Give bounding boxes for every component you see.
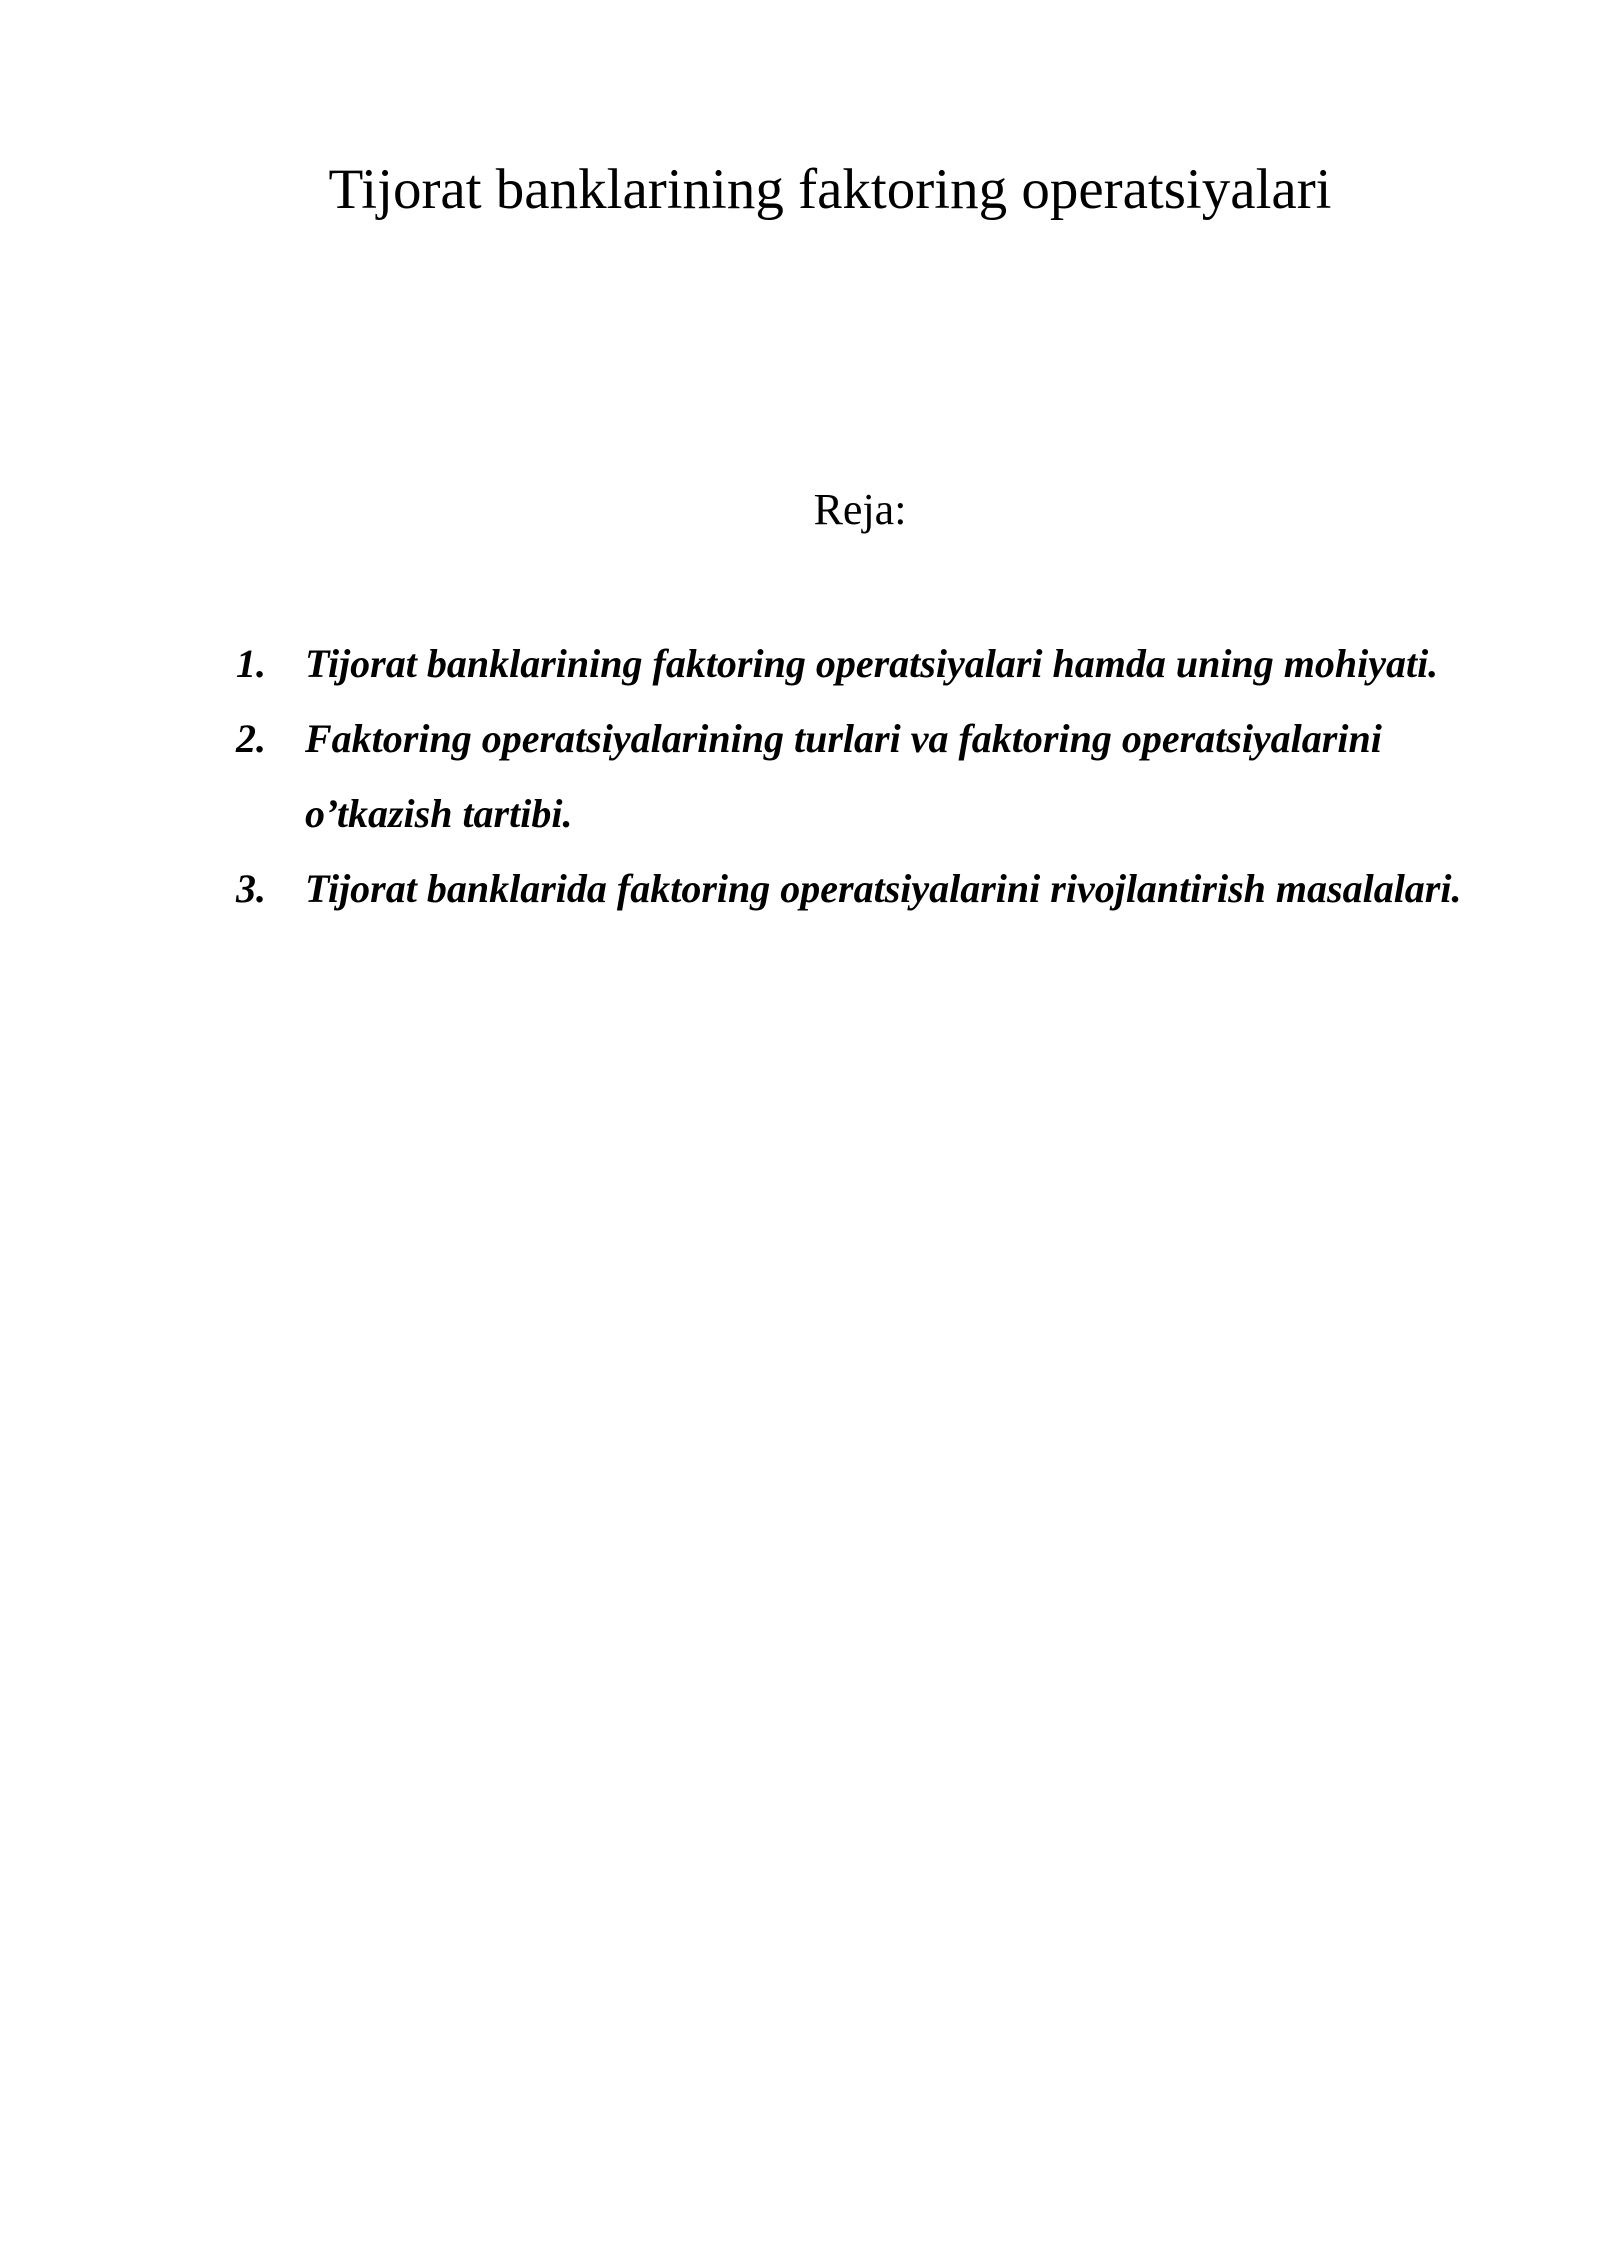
plan-item-text: Tijorat banklarining faktoring operatsiyalari hamda uning mohiyati. bbox=[305, 641, 1439, 686]
plan-item bbox=[0, 701, 1600, 851]
plan-item-number: 3. bbox=[236, 866, 266, 911]
document-title: Tijorat banklarining faktoring operatsiyalari bbox=[328, 158, 1332, 221]
plan-list bbox=[0, 626, 1600, 926]
plan-item-text: Tijorat banklarida faktoring operatsiyalarini rivojlantirish masalalari. bbox=[305, 866, 1462, 911]
plan-item-number: 2. bbox=[236, 716, 266, 761]
plan-item bbox=[0, 626, 1600, 701]
plan-item bbox=[0, 851, 1600, 926]
plan-heading: Reja: bbox=[813, 485, 907, 534]
plan-item-text: Faktoring operatsiyalarining turlari va faktoring operatsiyalarini o’tkazish tartibi. bbox=[305, 716, 1382, 836]
plan-item-number: 1. bbox=[236, 641, 266, 686]
